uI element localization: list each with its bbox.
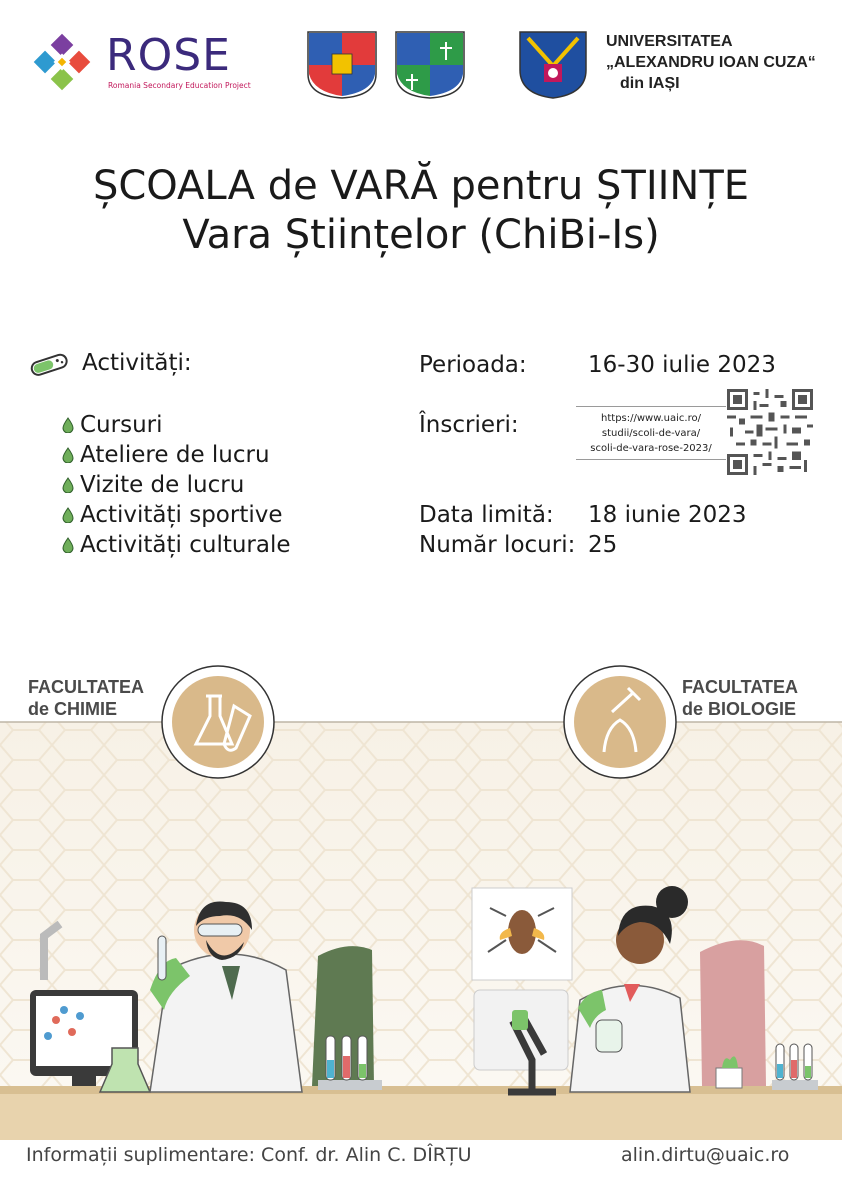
rose-subtitle: Romania Secondary Education Project: [108, 81, 251, 90]
university-crest-icon: [518, 30, 588, 100]
faculty-biology-line-2: de BIOLOGIE: [682, 699, 797, 719]
deadline-label: Data limită:: [419, 502, 554, 528]
list-item: [62, 410, 163, 440]
registration-label: Înscrieri:: [419, 412, 519, 438]
activity-label: Ateliere de lucru: [80, 442, 270, 468]
university-name-line-1: UNIVERSITATEA: [606, 33, 733, 50]
period-label: Perioada:: [419, 352, 527, 378]
list-item: [62, 530, 291, 560]
qr-code-icon[interactable]: [727, 389, 813, 475]
activity-label: Activități culturale: [80, 532, 291, 558]
faculty-crests-icon: [306, 30, 466, 100]
list-item: [62, 470, 244, 500]
places-label: Număr locuri:: [419, 532, 576, 558]
url-line: studii/scoli-de-vara/: [601, 428, 701, 439]
period-value: 16-30 iulie 2023: [588, 352, 776, 378]
page-title: ȘCOALA de VARĂ pentru ȘTIINȚE: [92, 163, 750, 209]
url-line: https://www.uaic.ro/: [601, 413, 701, 424]
places-value: 25: [588, 532, 618, 558]
leaf-drop-icon: [62, 507, 74, 523]
rose-name: ROSE: [106, 30, 231, 81]
faculty-biology-line-1: FACULTATEA: [682, 677, 798, 697]
deadline-value: 18 iunie 2023: [588, 502, 747, 528]
activity-label: Activități sportive: [80, 502, 283, 528]
activity-label: Cursuri: [80, 412, 163, 438]
contact-email[interactable]: alin.dirtu@uaic.ro: [621, 1144, 790, 1166]
list-item: [62, 440, 270, 470]
university-name-line-2: „ALEXANDRU IOAN CUZA“: [606, 54, 816, 71]
contact-info: Informații suplimentare: Conf. dr. Alin C. DÎRȚU: [26, 1144, 472, 1166]
list-item: [62, 500, 283, 530]
leaf-drop-icon: [62, 417, 74, 433]
leaf-drop-icon: [62, 447, 74, 463]
url-line: scoli-de-vara-rose-2023/: [590, 443, 712, 454]
activity-label: Vizite de lucru: [80, 472, 245, 498]
registration-link[interactable]: [576, 406, 726, 460]
faculty-chemistry-line-2: de CHIMIE: [28, 699, 118, 719]
faculty-chemistry-line-1: FACULTATEA: [28, 677, 144, 697]
test-tube-icon: [28, 352, 72, 376]
leaf-drop-icon: [62, 537, 74, 553]
leaf-drop-icon: [62, 477, 74, 493]
university-name-line-3: din IAȘI: [620, 75, 680, 92]
activities-heading: Activități:: [82, 350, 192, 376]
page-subtitle: Vara Științelor (ChiBi-Is): [182, 212, 660, 258]
